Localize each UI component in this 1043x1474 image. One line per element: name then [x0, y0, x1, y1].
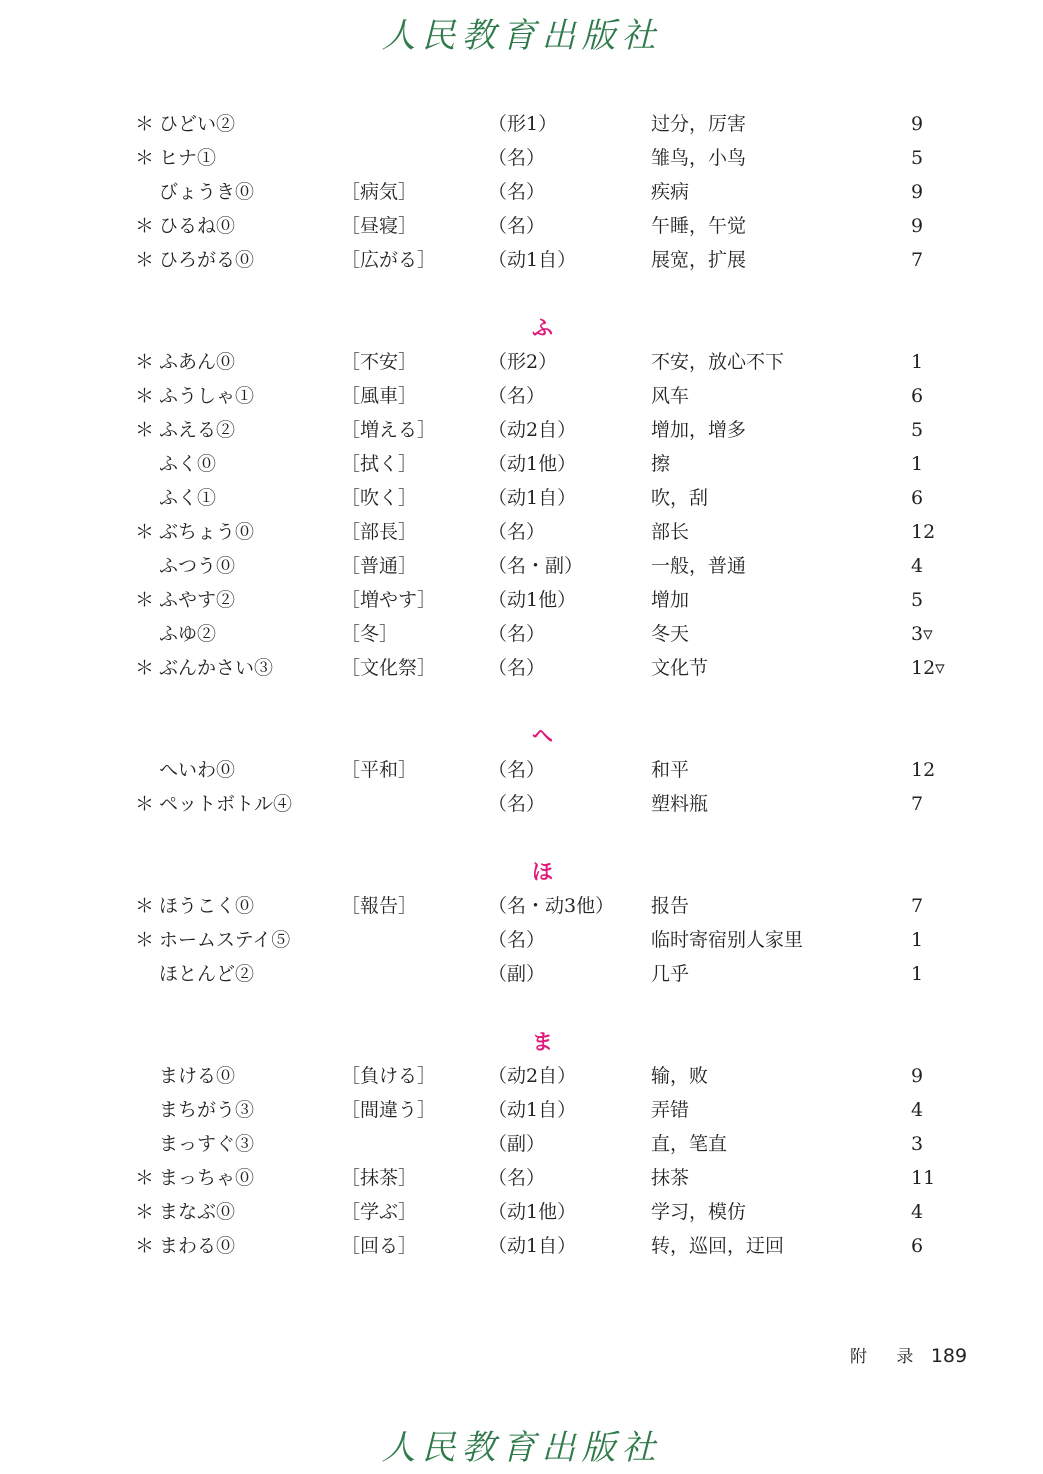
entry-part-of-speech: （名・副） [488, 555, 584, 577]
entry-part-of-speech: （名） [488, 793, 546, 815]
entry-reading: ふうしゃ① [159, 385, 255, 407]
entry-meaning: 吹，刮 [651, 487, 709, 509]
entry-part-of-speech: （名） [488, 215, 546, 237]
entry-lesson: 12 [911, 521, 936, 543]
entry-kanji: ［広がる］ [341, 249, 437, 271]
section-heading: へ [532, 724, 553, 748]
entry-meaning: 临时寄宿别人家里 [651, 929, 804, 951]
entry-part-of-speech: （名） [488, 759, 546, 781]
entry-reading: ひろがる⓪ [159, 249, 255, 271]
entry-meaning: 部长 [651, 521, 690, 543]
vocab-entry [0, 209, 1043, 243]
vocab-entry [0, 379, 1043, 413]
entry-reading: ふく① [159, 487, 217, 509]
vocab-entry [0, 447, 1043, 481]
entry-lesson: 9 [911, 181, 924, 203]
vocab-entry [0, 413, 1043, 447]
entry-meaning: 几乎 [651, 963, 690, 985]
entry-part-of-speech: （动1他） [488, 589, 577, 611]
entry-part-of-speech: （动1自） [488, 487, 577, 509]
entry-star-mark: ＊ [135, 351, 155, 373]
entry-kanji: ［風車］ [341, 385, 418, 407]
entry-part-of-speech: （副） [488, 1133, 546, 1155]
publisher-logo-top: 人民教育出版社 [381, 16, 662, 56]
entry-kanji: ［吹く］ [341, 487, 418, 509]
entry-kanji: ［抹茶］ [341, 1167, 418, 1189]
entry-part-of-speech: （动1自） [488, 249, 577, 271]
vocab-entry [0, 243, 1043, 277]
entry-star-mark: ＊ [135, 793, 155, 815]
entry-meaning: 输，败 [651, 1065, 709, 1087]
entry-kanji: ［回る］ [341, 1235, 418, 1257]
vocab-entry [0, 787, 1043, 821]
entry-part-of-speech: （动1自） [488, 1099, 577, 1121]
entry-meaning: 报告 [651, 895, 690, 917]
entry-star-mark: ＊ [135, 657, 155, 679]
entry-kanji: ［普通］ [341, 555, 418, 577]
entry-meaning: 擦 [651, 453, 671, 475]
entry-kanji: ［報告］ [341, 895, 418, 917]
entry-star-mark: ＊ [135, 1167, 155, 1189]
entry-part-of-speech: （名） [488, 385, 546, 407]
entry-lesson: 11 [911, 1167, 936, 1189]
entry-part-of-speech: （名） [488, 623, 546, 645]
entry-lesson: 3▿ [911, 623, 933, 645]
entry-part-of-speech: （动2自） [488, 419, 577, 441]
entry-kanji: ［負ける］ [341, 1065, 437, 1087]
vocab-entry [0, 617, 1043, 651]
entry-reading: まっちゃ⓪ [159, 1167, 255, 1189]
entry-reading: ひるね⓪ [159, 215, 236, 237]
entry-part-of-speech: （名・动3他） [488, 895, 615, 917]
vocab-entry [0, 1195, 1043, 1229]
entry-reading: ふあん⓪ [159, 351, 236, 373]
entry-lesson: 3 [911, 1133, 924, 1155]
entry-reading: まっすぐ③ [159, 1133, 255, 1155]
vocab-entry [0, 515, 1043, 549]
entry-lesson: 12 [911, 759, 936, 781]
entry-star-mark: ＊ [135, 215, 155, 237]
entry-reading: ホームステイ⑤ [159, 929, 291, 951]
entry-meaning: 增加，增多 [651, 419, 747, 441]
vocab-entry [0, 1161, 1043, 1195]
vocab-entry [0, 175, 1043, 209]
entry-reading: まける⓪ [159, 1065, 236, 1087]
entry-meaning: 转，巡回，迂回 [651, 1235, 785, 1257]
entry-star-mark: ＊ [135, 147, 155, 169]
entry-meaning: 增加 [651, 589, 690, 611]
entry-part-of-speech: （副） [488, 963, 546, 985]
entry-lesson: 4 [911, 1201, 924, 1223]
entry-kanji: ［平和］ [341, 759, 418, 781]
vocab-entry [0, 923, 1043, 957]
entry-lesson: 1 [911, 453, 924, 475]
entry-reading: ぶちょう⓪ [159, 521, 255, 543]
entry-part-of-speech: （形1） [488, 113, 558, 135]
entry-lesson: 5 [911, 589, 924, 611]
entry-part-of-speech: （名） [488, 1167, 546, 1189]
vocabulary-list [0, 107, 1043, 1263]
entry-part-of-speech: （名） [488, 521, 546, 543]
entry-lesson: 6 [911, 385, 924, 407]
entry-lesson: 9 [911, 113, 924, 135]
entry-reading: ひどい② [159, 113, 236, 135]
section-gap [0, 991, 1043, 1025]
vocab-entry [0, 957, 1043, 991]
entry-kanji: ［間違う］ [341, 1099, 437, 1121]
entry-star-mark: ＊ [135, 419, 155, 441]
entry-lesson: 5 [911, 147, 924, 169]
entry-star-mark: ＊ [135, 249, 155, 271]
entry-kanji: ［文化祭］ [341, 657, 437, 679]
vocab-entry [0, 651, 1043, 685]
page-number: 189 [930, 1345, 968, 1367]
entry-star-mark: ＊ [135, 929, 155, 951]
entry-reading: ぶんかさい③ [159, 657, 274, 679]
entry-kanji: ［増やす］ [341, 589, 437, 611]
vocab-entry [0, 583, 1043, 617]
entry-kanji: ［学ぶ］ [341, 1201, 418, 1223]
entry-meaning: 弄错 [651, 1099, 690, 1121]
entry-star-mark: ＊ [135, 1235, 155, 1257]
entry-reading: ふえる② [159, 419, 236, 441]
entry-meaning: 直，笔直 [651, 1133, 728, 1155]
entry-meaning: 学习，模仿 [651, 1201, 747, 1223]
entry-lesson: 4 [911, 1099, 924, 1121]
entry-part-of-speech: （动1他） [488, 453, 577, 475]
section-gap [0, 821, 1043, 855]
entry-meaning: 文化节 [651, 657, 709, 679]
entry-reading: まちがう③ [159, 1099, 255, 1121]
entry-part-of-speech: （名） [488, 657, 546, 679]
appendix-label: 附 录 [850, 1347, 926, 1367]
entry-lesson: 7 [911, 793, 924, 815]
entry-part-of-speech: （名） [488, 929, 546, 951]
entry-star-mark: ＊ [135, 385, 155, 407]
vocab-entry [0, 1059, 1043, 1093]
entry-meaning: 冬天 [651, 623, 690, 645]
entry-meaning: 过分，厉害 [651, 113, 747, 135]
entry-meaning: 雏鸟，小鸟 [651, 147, 747, 169]
entry-kanji: ［拭く］ [341, 453, 418, 475]
entry-kanji: ［病気］ [341, 181, 418, 203]
publisher-logo-bottom: 人民教育出版社 [381, 1428, 662, 1468]
vocab-entry [0, 889, 1043, 923]
entry-lesson: 9 [911, 1065, 924, 1087]
entry-reading: ほうこく⓪ [159, 895, 255, 917]
page-footer [850, 1342, 967, 1367]
entry-lesson: 1 [911, 351, 924, 373]
entry-part-of-speech: （名） [488, 147, 546, 169]
entry-star-mark: ＊ [135, 113, 155, 135]
entry-lesson: 6 [911, 487, 924, 509]
entry-meaning: 展宽，扩展 [651, 249, 747, 271]
entry-reading: まわる⓪ [159, 1235, 236, 1257]
entry-meaning: 一般，普通 [651, 555, 747, 577]
entry-part-of-speech: （名） [488, 181, 546, 203]
entry-part-of-speech: （形2） [488, 351, 558, 373]
entry-lesson: 1 [911, 929, 924, 951]
entry-star-mark: ＊ [135, 521, 155, 543]
entry-meaning: 不安，放心不下 [651, 351, 785, 373]
entry-lesson: 1 [911, 963, 924, 985]
section-gap [0, 277, 1043, 311]
entry-reading: ふつう⓪ [159, 555, 236, 577]
entry-star-mark: ＊ [135, 1201, 155, 1223]
entry-lesson: 7 [911, 895, 924, 917]
vocab-entry [0, 549, 1043, 583]
section-heading: ふ [532, 316, 553, 340]
vocab-entry [0, 1093, 1043, 1127]
vocab-entry [0, 481, 1043, 515]
entry-kanji: ［冬］ [341, 623, 399, 645]
vocab-entry [0, 141, 1043, 175]
entry-lesson: 5 [911, 419, 924, 441]
entry-star-mark: ＊ [135, 895, 155, 917]
entry-lesson: 12▿ [911, 657, 945, 679]
entry-meaning: 塑料瓶 [651, 793, 709, 815]
entry-reading: ヒナ① [159, 147, 217, 169]
entry-reading: ペットボトル④ [159, 793, 293, 815]
entry-part-of-speech: （动1自） [488, 1235, 577, 1257]
entry-part-of-speech: （动2自） [488, 1065, 577, 1087]
vocab-entry [0, 1127, 1043, 1161]
entry-star-mark: ＊ [135, 589, 155, 611]
section-gap [0, 685, 1043, 719]
entry-kanji: ［部長］ [341, 521, 418, 543]
entry-meaning: 和平 [651, 759, 690, 781]
entry-reading: びょうき⓪ [159, 181, 255, 203]
entry-kanji: ［増える］ [341, 419, 437, 441]
entry-meaning: 抹茶 [651, 1167, 690, 1189]
section-heading: ほ [532, 860, 553, 884]
entry-part-of-speech: （动1他） [488, 1201, 577, 1223]
entry-lesson: 7 [911, 249, 924, 271]
vocab-entry [0, 753, 1043, 787]
vocab-entry [0, 1229, 1043, 1263]
entry-lesson: 9 [911, 215, 924, 237]
entry-reading: ふく⓪ [159, 453, 217, 475]
entry-reading: へいわ⓪ [159, 759, 236, 781]
vocab-entry [0, 107, 1043, 141]
entry-reading: ほとんど② [159, 963, 255, 985]
entry-lesson: 6 [911, 1235, 924, 1257]
entry-kanji: ［不安］ [341, 351, 418, 373]
entry-meaning: 风车 [651, 385, 690, 407]
section-heading: ま [532, 1030, 553, 1054]
entry-reading: ふやす② [159, 589, 236, 611]
entry-reading: まなぶ⓪ [159, 1201, 236, 1223]
entry-lesson: 4 [911, 555, 924, 577]
vocab-entry [0, 345, 1043, 379]
entry-kanji: ［昼寝］ [341, 215, 418, 237]
entry-meaning: 午睡，午觉 [651, 215, 747, 237]
entry-meaning: 疾病 [651, 181, 690, 203]
entry-reading: ふゆ② [159, 623, 217, 645]
